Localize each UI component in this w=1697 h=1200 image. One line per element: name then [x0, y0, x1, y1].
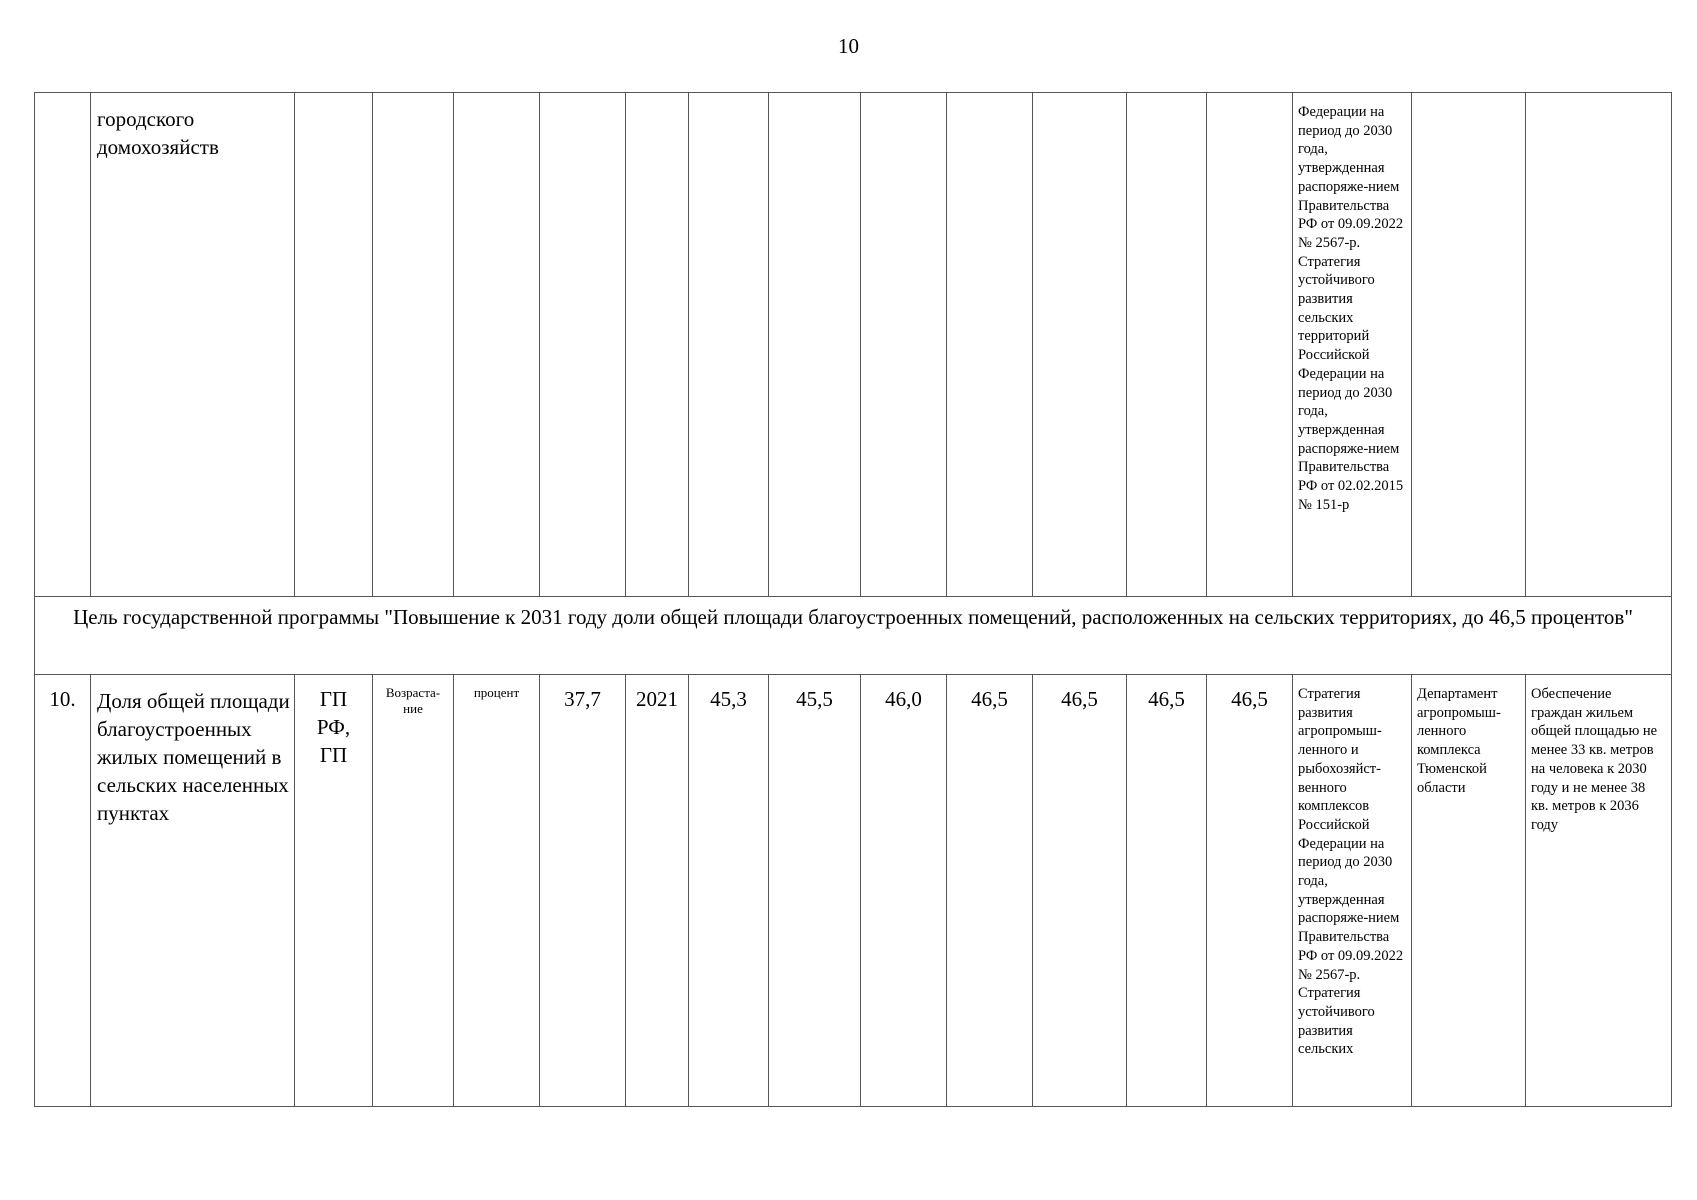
cell-value	[1127, 93, 1207, 597]
cell-base-value	[540, 93, 626, 597]
indicators-table	[34, 92, 1672, 1107]
cell-responsible: Департамент агропромыш-ленного комплекса Тюменской области	[1412, 675, 1526, 1107]
cell-link: Обеспечение граждан жильем общей площадью не менее 33 кв. метров на человека к 2030 году и не менее 38 кв. метров к 2036 году	[1526, 675, 1672, 1107]
cell-unit	[454, 93, 540, 597]
cell-base-year	[626, 93, 689, 597]
cell-value	[689, 93, 769, 597]
cell-base-value: 37,7	[540, 675, 626, 1107]
cell-indicator-name: городского домохозяйств	[91, 93, 295, 597]
cell-base-year: 2021	[626, 675, 689, 1107]
cell-value-2029: 46,5	[1033, 675, 1127, 1107]
cell-value	[769, 93, 861, 597]
goal-row	[35, 597, 1672, 675]
cell-link	[1526, 93, 1672, 597]
cell-trend: Возраста-ние	[373, 675, 454, 1107]
cell-value-2030: 46,5	[1127, 675, 1207, 1107]
cell-value-2025: 45,3	[689, 675, 769, 1107]
cell-level: ГП РФ, ГП	[295, 675, 373, 1107]
cell-value	[947, 93, 1033, 597]
cell-level	[295, 93, 373, 597]
cell-value	[1033, 93, 1127, 597]
goal-text: Цель государственной программы "Повышение к 2031 году доли общей площади благоустроенных помещений, расположенных на сельских территориях, до 46,5 процентов"	[35, 597, 1672, 675]
cell-indicator-name: Доля общей площади благоустроенных жилых помещений в сельских населенных пунктах	[91, 675, 295, 1107]
cell-strategy: Федерации на период до 2030 года, утвержденная распоряже-нием Правительства РФ от 09.09.2022 № 2567-р. Стратегия устойчивого развития сельских территорий Российской Федерации на период до 2030 года, утвержденная распоряже-нием Правительства РФ от 02.02.2015 № 151-р	[1293, 93, 1412, 597]
cell-value	[1207, 93, 1293, 597]
cell-number: 10.	[35, 675, 91, 1107]
table-row-continued	[35, 93, 1672, 597]
cell-trend	[373, 93, 454, 597]
cell-value	[861, 93, 947, 597]
cell-value-2031: 46,5	[1207, 675, 1293, 1107]
cell-number	[35, 93, 91, 597]
cell-value-2028: 46,5	[947, 675, 1033, 1107]
page-number: 10	[838, 34, 859, 58]
cell-value-2026: 45,5	[769, 675, 861, 1107]
cell-responsible	[1412, 93, 1526, 597]
table-row-10	[35, 675, 1672, 1107]
cell-value-2027: 46,0	[861, 675, 947, 1107]
cell-strategy: Стратегия развития агропромыш-ленного и рыбохозяйст-венного комплексов Российской Федерации на период до 2030 года, утвержденная распоряже-нием Правительства РФ от 09.09.2022 № 2567-р. Стратегия устойчивого развития сельских	[1293, 675, 1412, 1107]
cell-unit: процент	[454, 675, 540, 1107]
